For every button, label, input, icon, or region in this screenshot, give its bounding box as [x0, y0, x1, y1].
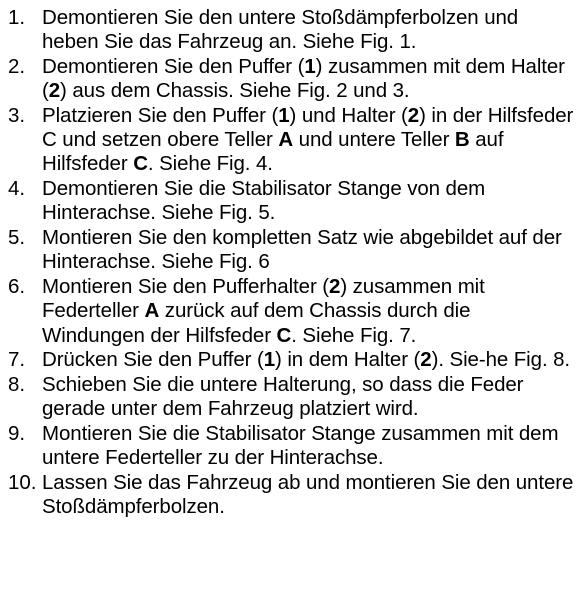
- bold-reference: 1: [304, 55, 316, 78]
- step-text: [42, 348, 576, 372]
- step-text: [42, 104, 576, 177]
- step-text: [42, 373, 576, 421]
- instruction-step: [8, 226, 576, 274]
- text-run: und untere Teller: [293, 128, 455, 152]
- instruction-step: [8, 348, 576, 372]
- step-number: 8.: [8, 373, 26, 397]
- step-number: 2.: [8, 55, 26, 78]
- text-run: ) in dem Halter (: [275, 348, 421, 372]
- text-run: ) in der Hilfsfeder C und setzen obere Teller: [42, 104, 574, 152]
- text-run: ) zusammen mit dem Halter (: [42, 55, 565, 103]
- step-text: [42, 177, 576, 225]
- step-number: 10.: [8, 471, 37, 495]
- instruction-step: [8, 104, 576, 177]
- text-run: Demontieren Sie die Stabilisator Stange von dem Hinterachse. Siehe Fig. 5.: [42, 177, 486, 225]
- text-run: Drücken Sie den Puffer (: [42, 348, 264, 372]
- bold-reference: 2: [329, 275, 341, 299]
- step-text: [42, 275, 576, 348]
- text-run: ) aus dem Chassis. Siehe Fig. 2 und 3.: [60, 79, 410, 103]
- step-text: [42, 226, 576, 274]
- bold-reference: B: [454, 128, 470, 152]
- step-number: 7.: [8, 348, 26, 372]
- text-run: Platzieren Sie den Puffer (: [42, 104, 279, 127]
- step-text: [42, 471, 576, 519]
- text-run: auf Hilfsfeder: [42, 128, 504, 176]
- text-run: Schieben Sie die untere Halterung, so dass die Feder gerade unter dem Fahrzeug platziert wird.: [42, 373, 524, 421]
- bold-reference: 1: [263, 348, 276, 372]
- instruction-step: [8, 55, 576, 103]
- bold-reference: A: [278, 128, 294, 152]
- bold-reference: 2: [407, 104, 420, 127]
- instruction-step: [8, 373, 576, 421]
- text-run: Montieren Sie den kompletten Satz wie abgebildet auf der Hinterachse. Siehe Fig. 6: [42, 226, 562, 274]
- step-number: 5.: [8, 226, 26, 250]
- text-run: ). Sie-he Fig. 8.: [431, 348, 571, 372]
- step-number: 4.: [8, 177, 26, 201]
- bold-reference: C: [276, 323, 292, 347]
- text-run: ) und Halter (: [289, 104, 408, 127]
- text-run: Demontieren Sie den Puffer (: [42, 55, 305, 78]
- bold-reference: 2: [48, 79, 61, 103]
- bold-reference: C: [133, 152, 148, 176]
- instruction-step: [8, 471, 576, 519]
- instruction-steps-list: [8, 6, 576, 520]
- step-number: 6.: [8, 275, 26, 299]
- step-number: 3.: [8, 104, 26, 127]
- text-run: ) zusammen mit Federteller: [42, 275, 485, 323]
- instruction-step: [8, 422, 576, 470]
- text-run: Demontieren Sie den untere Stoßdämpferbolzen und heben Sie das Fahrzeug an. Siehe Fig. 1.: [42, 6, 519, 54]
- instruction-step: [8, 275, 576, 348]
- bold-reference: 2: [420, 348, 432, 372]
- instruction-step: [8, 177, 576, 225]
- step-number: 1.: [8, 6, 26, 29]
- step-text: [42, 422, 576, 470]
- step-text: [42, 6, 576, 54]
- bold-reference: 1: [278, 104, 290, 127]
- text-run: . Siehe Fig. 4.: [147, 152, 273, 176]
- text-run: Lassen Sie das Fahrzeug ab und montieren Sie den untere Stoßdämpferbolzen.: [42, 471, 574, 519]
- bold-reference: A: [144, 299, 160, 323]
- step-text: [42, 55, 576, 103]
- instruction-step: [8, 6, 576, 54]
- text-run: . Siehe Fig. 7.: [291, 323, 417, 347]
- text-run: Montieren Sie den Pufferhalter (: [42, 275, 330, 299]
- step-number: 9.: [8, 422, 26, 446]
- text-run: Montieren Sie die Stabilisator Stange zusammen mit dem untere Federteller zu der Hinterachse.: [42, 422, 559, 470]
- text-run: zurück auf dem Chassis durch die Windungen der Hilfsfeder: [42, 299, 471, 347]
